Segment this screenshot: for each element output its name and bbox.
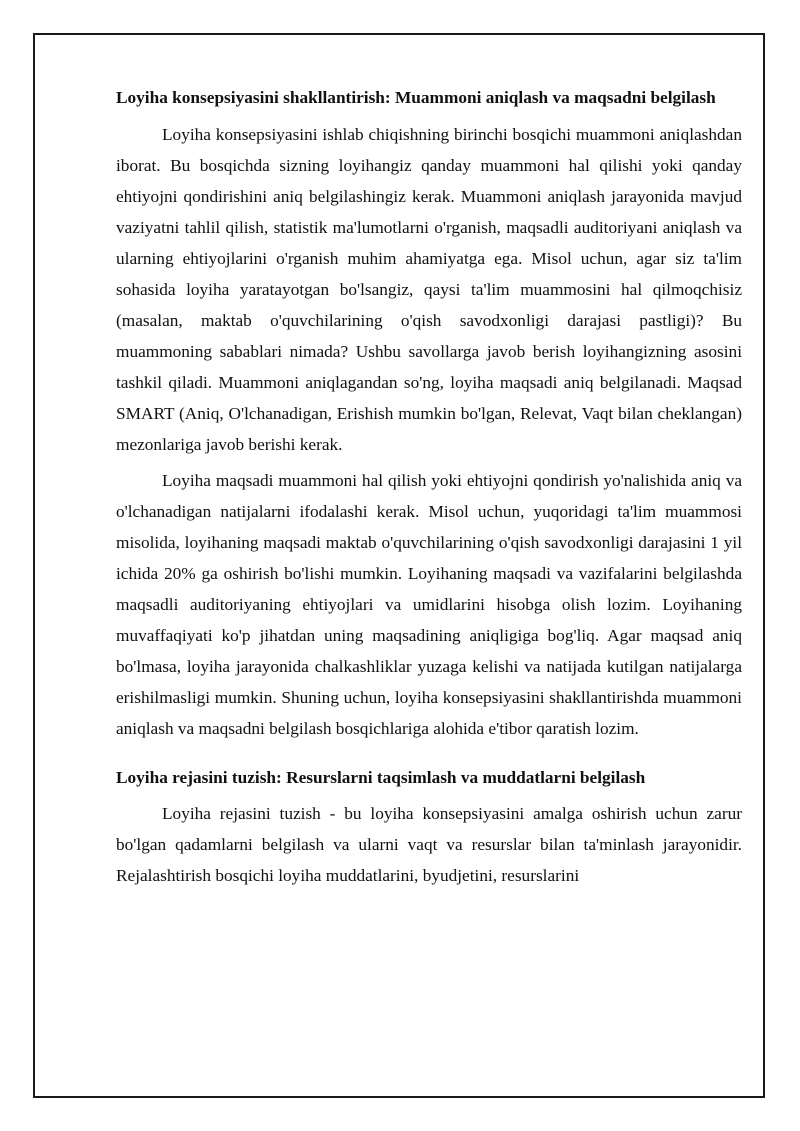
paragraph-plan-intro: Loyiha rejasini tuzish - bu loyiha konsepsiyasini amalga oshirish uchun zarur bo'lgan qadamlarni belgilash va ularni vaqt va resurslar bilan ta'minlash jarayonidir. Rejalashtirish bosqichi loyiha muddatlarini, byudjetini, resurslarini bbox=[116, 804, 742, 885]
paragraph-problem-definition: Loyiha konsepsiyasini ishlab chiqishning birinchi bosqichi muammoni aniqlashdan iborat. Bu bosqichda sizning loyihangiz qanday muammoni hal qilishi yoki qanday ehtiyojni qondirishini aniq belgilashingiz kerak. Muammoni aniqlash jarayonida mavjud vaziyatni tahlil qilish, statistik ma'lumotlarni o'rganish, maqsadli auditoriyani aniqlash va ularning ehtiyojlarini o'rganish muhim ahamiyatga ega. Misol uchun, agar siz ta'lim sohasida loyiha yaratayotgan bo'lsangiz, qaysi ta'lim muammosini hal qilmoqchisiz (masalan, maktab o'quvchilarining o'qish savodxonligi darajasi pastligi)? Bu muammoning sabablari nimada? Ushbu savollarga javob berish loyihangizning asosini tashkil qiladi. Muammoni aniqlagandan so'ng, loyiha maqsadi aniq belgilanadi. Maqsad SMART (Aniq, O'lchanadigan, Erishish mumkin bo'lgan, Relevat, Vaqt bilan cheklangan) mezonlariga javob berishi kerak. bbox=[116, 125, 742, 454]
section-heading-plan: Loyiha rejasini tuzish: Resurslarni taqsimlash va muddatlarni belgilash bbox=[116, 768, 646, 787]
document-body bbox=[116, 86, 742, 891]
section-heading-concept: Loyiha konsepsiyasini shakllantirish: Muammoni aniqlash va maqsadni belgilash bbox=[116, 88, 716, 107]
paragraph-project-goal: Loyiha maqsadi muammoni hal qilish yoki ehtiyojni qondirish yo'nalishida aniq va o'lchanadigan natijalarni ifodalashi kerak. Misol uchun, yuqoridagi ta'lim muammosi misolida, loyihaning maqsadi maktab o'quvchilarining o'qish savodxonligi darajasini 1 yil ichida 20% ga oshirish bo'lishi mumkin. Loyihaning maqsadi va vazifalarini belgilashda maqsadli auditoriyaning ehtiyojlari va umidlarini hisobga olish lozim. Loyihaning muvaffaqiyati ko'p jihatdan uning maqsadining aniqligiga bog'liq. Agar maqsad aniq bo'lmasa, loyiha jarayonida chalkashliklar yuzaga kelishi va natijada kutilgan natijalarga erishilmasligi mumkin. Shuning uchun, loyiha konsepsiyasini shakllantirishda muammoni aniqlash va maqsadni belgilash bosqichlariga alohida e'tibor qaratish lozim. bbox=[116, 471, 742, 738]
